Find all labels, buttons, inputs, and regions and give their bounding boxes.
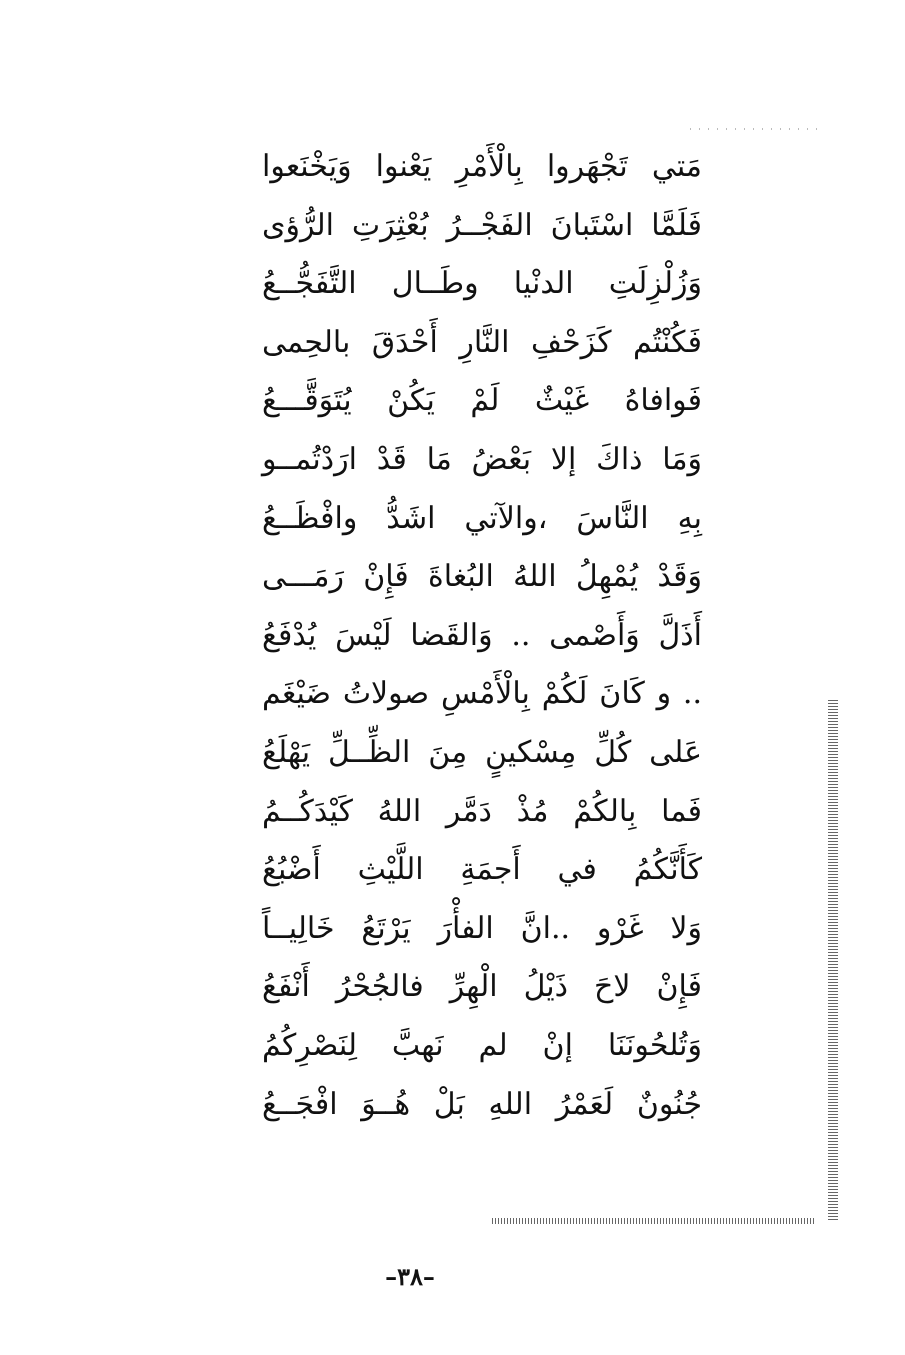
poem-line: فَلَمَّا اسْتَبانَ الفَجْــرُ بُعْثِرَتِ الرُّؤى: [262, 207, 702, 243]
poem-line: .. و كَانَ لَكُمْ بِالْأَمْسِ صولاتُ ضَيْغَم: [262, 676, 702, 712]
poem-line: فَكُنْتُم كَزَحْفِ النَّارِ أَحْدَقَ بالحِمى: [262, 324, 702, 360]
poem-line: وَزُلْزِلَتِ الدنْيا وطَــال التَّفَجُّــعُ: [262, 266, 702, 302]
poem-line: كَأَنَّكُمُ في أَجمَةِ اللَّيْثِ أَضْبُعُ: [262, 852, 702, 888]
page-number: –٣٨–: [385, 1262, 435, 1291]
poem-line: فَوافاهُ غَيْثٌ لَمْ يَكُنْ يُتَوَقَّـــعُ: [262, 383, 702, 419]
poem-line: فَما بِالكُمْ مُذْ دَمَّر اللهُ كَيْدَكُــمُ: [262, 793, 702, 829]
poem-line: أَذَلَّ وَأَصْمى .. وَالقَضا لَيْسَ يُدْفَعُ: [262, 617, 702, 653]
poem-line: وَقَدْ يُمْهِلُ اللهُ البُغاةَ فَإِنْ رَمَـــى: [262, 559, 702, 595]
scan-edge-strip: [828, 700, 838, 1222]
poem-line: وَلا غَرْو ..انَّ الفأْرَ يَرْتَعُ خَالِيــاً: [262, 910, 702, 946]
scan-specks: [690, 128, 820, 130]
poem-line: مَتي تَجْهَروا بِالْأَمْرِ يَعْنوا وَيَخْنَعوا: [262, 149, 702, 184]
poem-line: وَمَا ذاكَ إلا بَعْضُ مَا قَدْ ارَدْتُمــو: [262, 441, 702, 477]
poem-line: بِهِ النَّاسَ ،والآتي اشَدُّ وافْظَــعُ: [262, 500, 702, 536]
scan-bottom-strip: [492, 1218, 814, 1224]
poem-text: [262, 138, 702, 1134]
poem-line: جُنُونٌ لَعَمْرُ اللهِ بَلْ هُــوَ افْجَــعُ: [262, 1086, 702, 1122]
poem-line: فَإِنْ لاحَ ذَيْلُ الْهِرِّ فالجُحْرُ أَنْفَعُ: [262, 969, 702, 1005]
poem-line: عَلى كُلِّ مِسْكينٍ مِنَ الظِّــلِّ يَهْلَعُ: [262, 734, 702, 770]
poem-line: وَتُلحُونَنَا إنْ لم نَهبَّ لِنَصْرِكُمُ: [262, 1027, 702, 1063]
